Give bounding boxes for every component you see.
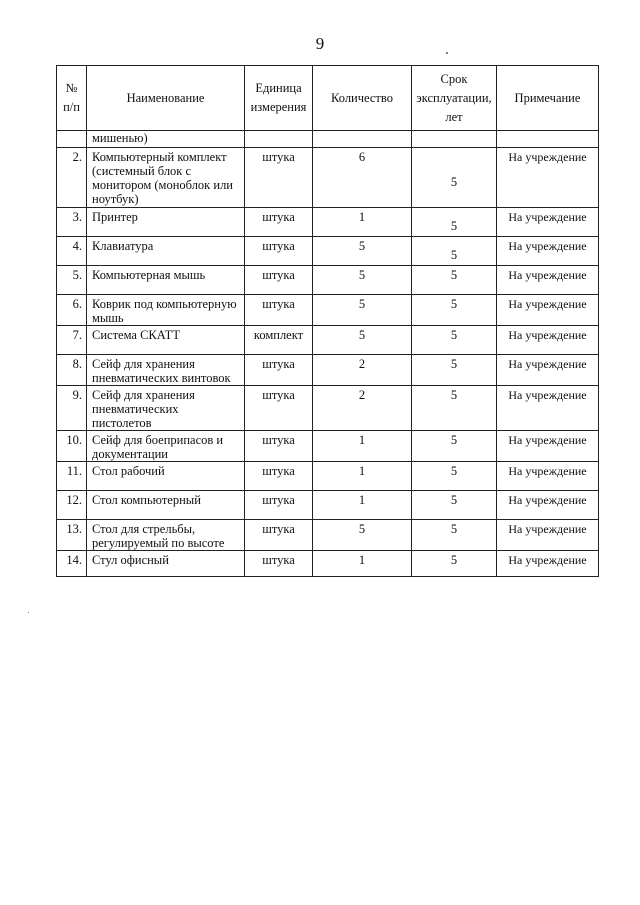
cell-num: 9.: [57, 386, 87, 431]
scan-speck: [446, 52, 448, 54]
cell-num: [57, 131, 87, 148]
table-row: [57, 462, 599, 491]
cell-qty: 5: [313, 520, 412, 551]
cell-term: 5: [412, 355, 497, 386]
table-row: [57, 237, 599, 266]
header-name: Наименование: [87, 66, 245, 131]
cell-num: 14.: [57, 551, 87, 577]
cell-term: 5: [412, 148, 497, 208]
cell-note: На учреждение: [497, 431, 599, 462]
cell-unit: штука: [245, 431, 313, 462]
cell-qty: 2: [313, 386, 412, 431]
equipment-table: [56, 65, 599, 577]
cell-name: Стол рабочий: [87, 462, 245, 491]
cell-unit: штука: [245, 237, 313, 266]
cell-note: На учреждение: [497, 326, 599, 355]
header-unit: Единица измерения: [245, 66, 313, 131]
cell-unit: штука: [245, 520, 313, 551]
cell-unit: штука: [245, 208, 313, 237]
cell-num: 5.: [57, 266, 87, 295]
cell-term: 5: [412, 237, 497, 266]
cell-note: На учреждение: [497, 237, 599, 266]
cell-name: Компьютерный комплект (системный блок с монитором (моноблок или ноутбук): [87, 148, 245, 208]
header-qty: Количество: [313, 66, 412, 131]
cell-unit: штука: [245, 295, 313, 326]
table-row: [57, 295, 599, 326]
cell-name: Сейф для хранения пневматических пистолетов: [87, 386, 245, 431]
cell-note: На учреждение: [497, 295, 599, 326]
cell-term: 5: [412, 386, 497, 431]
cell-num: 11.: [57, 462, 87, 491]
table-row: [57, 355, 599, 386]
cell-term: 5: [412, 520, 497, 551]
table-row: [57, 386, 599, 431]
cell-unit: штука: [245, 355, 313, 386]
cell-unit: штука: [245, 491, 313, 520]
cell-num: 13.: [57, 520, 87, 551]
cell-note: На учреждение: [497, 208, 599, 237]
cell-name: Сейф для хранения пневматических винтовок: [87, 355, 245, 386]
cell-qty: 1: [313, 431, 412, 462]
cell-term: 5: [412, 326, 497, 355]
page-number: 9: [315, 34, 325, 53]
cell-note: [497, 131, 599, 148]
cell-note: На учреждение: [497, 266, 599, 295]
cell-name: Сейф для боеприпасов и документации: [87, 431, 245, 462]
cell-name: Коврик под компьютерную мышь: [87, 295, 245, 326]
cell-qty: 1: [313, 208, 412, 237]
cell-num: 10.: [57, 431, 87, 462]
cell-term: 5: [412, 208, 497, 237]
cell-name: Стул офисный: [87, 551, 245, 577]
cell-unit: штука: [245, 462, 313, 491]
table-header-row: [57, 66, 599, 131]
cell-note: На учреждение: [497, 355, 599, 386]
cell-num: 3.: [57, 208, 87, 237]
cell-qty: 2: [313, 355, 412, 386]
cell-term: 5: [412, 491, 497, 520]
cell-unit: штука: [245, 386, 313, 431]
cell-qty: 5: [313, 295, 412, 326]
cell-note: На учреждение: [497, 386, 599, 431]
cell-term: 5: [412, 551, 497, 577]
table-row: [57, 208, 599, 237]
cell-num: 12.: [57, 491, 87, 520]
table-row-continuation: [57, 131, 599, 148]
table-row: [57, 326, 599, 355]
cell-note: На учреждение: [497, 491, 599, 520]
table-row: [57, 551, 599, 577]
header-term: Срок эксплуатации, лет: [412, 66, 497, 131]
cell-note: На учреждение: [497, 551, 599, 577]
cell-term: 5: [412, 462, 497, 491]
cell-name: мишенью): [87, 131, 245, 148]
table-row: [57, 520, 599, 551]
table-row: [57, 266, 599, 295]
scan-speck: [28, 612, 29, 613]
table-row: [57, 148, 599, 208]
cell-term: 5: [412, 266, 497, 295]
table-row: [57, 491, 599, 520]
cell-num: 7.: [57, 326, 87, 355]
cell-term: [412, 131, 497, 148]
cell-name: Стол для стрельбы, регулируемый по высоте: [87, 520, 245, 551]
cell-term: 5: [412, 295, 497, 326]
cell-name: Стол компьютерный: [87, 491, 245, 520]
cell-name: Принтер: [87, 208, 245, 237]
cell-qty: 1: [313, 551, 412, 577]
cell-num: 4.: [57, 237, 87, 266]
cell-num: 2.: [57, 148, 87, 208]
cell-qty: 1: [313, 491, 412, 520]
cell-unit: комплект: [245, 326, 313, 355]
cell-unit: штука: [245, 148, 313, 208]
cell-qty: [313, 131, 412, 148]
cell-unit: [245, 131, 313, 148]
cell-unit: штука: [245, 551, 313, 577]
cell-name: Компьютерная мышь: [87, 266, 245, 295]
header-note: Примечание: [497, 66, 599, 131]
cell-qty: 5: [313, 266, 412, 295]
cell-qty: 1: [313, 462, 412, 491]
cell-term: 5: [412, 431, 497, 462]
cell-note: На учреждение: [497, 148, 599, 208]
cell-qty: 5: [313, 326, 412, 355]
cell-name: Клавиатура: [87, 237, 245, 266]
cell-num: 6.: [57, 295, 87, 326]
cell-name: Система СКАТТ: [87, 326, 245, 355]
cell-note: На учреждение: [497, 520, 599, 551]
cell-unit: штука: [245, 266, 313, 295]
cell-num: 8.: [57, 355, 87, 386]
cell-note: На учреждение: [497, 462, 599, 491]
header-num: № п/п: [57, 66, 87, 131]
table-row: [57, 431, 599, 462]
cell-qty: 5: [313, 237, 412, 266]
cell-qty: 6: [313, 148, 412, 208]
